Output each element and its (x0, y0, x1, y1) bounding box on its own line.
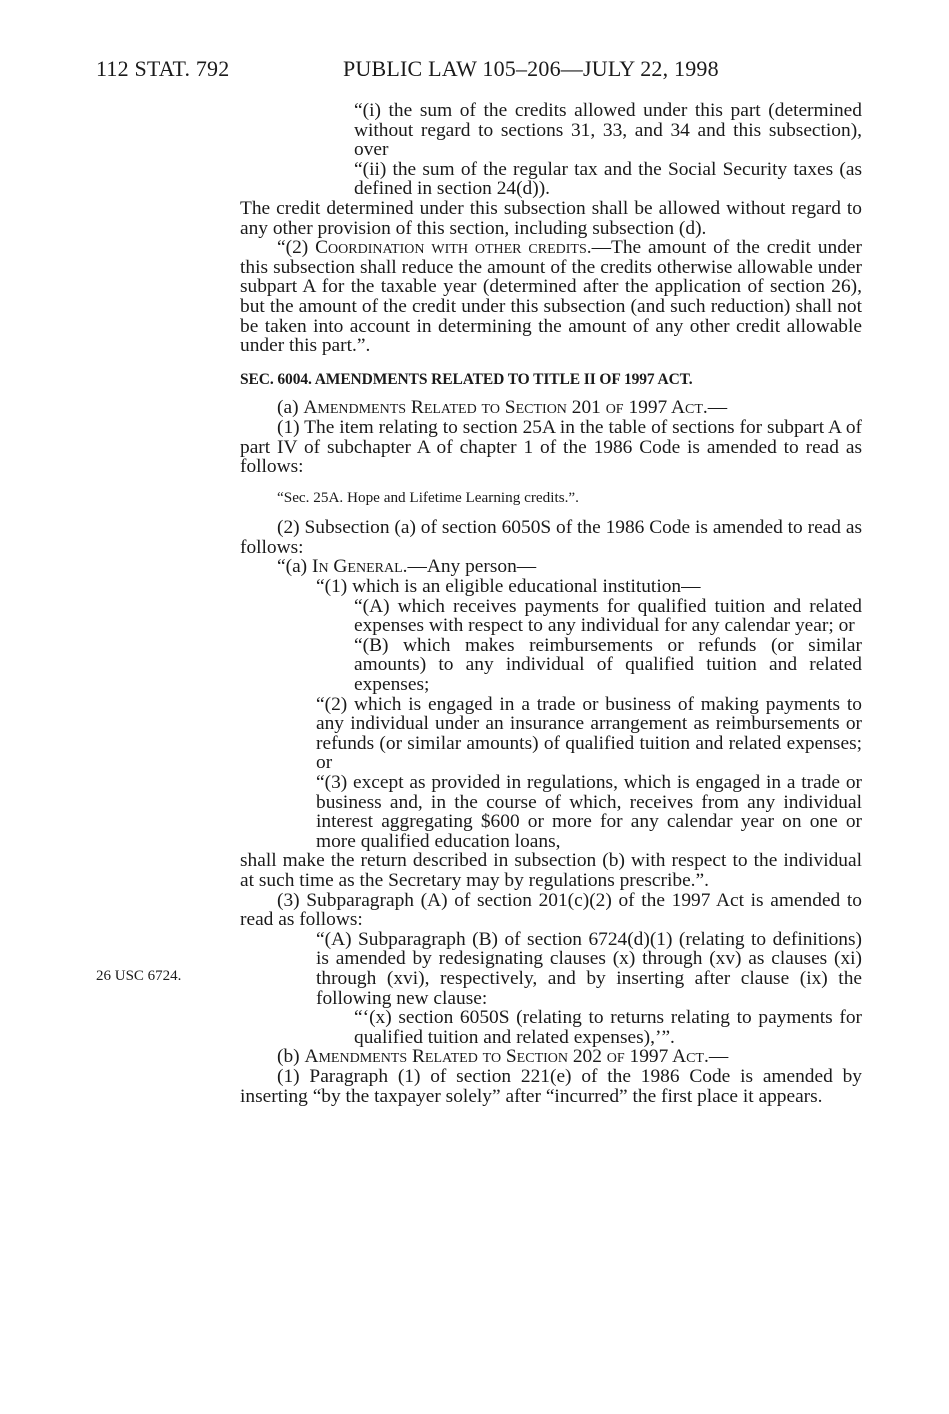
item-3: “(3) except as provided in regulations, which is engaged in a trade or business and, in the course of which, receives from any individual interest aggregating $600 or more for any calendar year on one or more qualified education loans, (316, 772, 862, 852)
paragraph-b1: (1) Paragraph (1) of section 221(e) of the 1986 Code is amended by inserting “by the taxpayer solely” after “incurred” the first place it appears. (240, 1065, 862, 1107)
paragraph-a2: (2) Subsection (a) of section 6050S of the 1986 Code is amended to read as follows: (240, 517, 862, 558)
subsection-title: Amendments Related to Section 201 of 1997 Act (303, 397, 703, 419)
clause-i: “(i) the sum of the credits allowed under this part (determined without regard to sections 31, 33, and 34 and this subsection), over (354, 100, 862, 161)
item-1: “(1) which is an eligible educational institution— (316, 576, 701, 598)
paragraph-a3: (3) Subparagraph (A) of section 201(c)(2) of the 1997 Act is amended to read as follows: (240, 889, 862, 931)
subsection-b-heading (240, 1047, 862, 1067)
item-1-A: “(A) which receives payments for qualified tuition and related expenses with respect to any individual for any calendar year; or (354, 595, 862, 637)
subparagraph-A: “(A) Subparagraph (B) of section 6724(d)(1) (relating to definitions) is amended by redesignating clauses (x) through (xv) as clauses (xi) through (xvi), respectively, and by inserting after clause (ix) the following new clause: (316, 928, 862, 1009)
subsection-b-dash: .— (704, 1046, 729, 1068)
in-general-heading (240, 557, 862, 577)
quoted-table-item: “Sec. 25A. Hope and Lifetime Learning credits.”. (277, 488, 579, 506)
running-header: PUBLIC LAW 105–206—JULY 22, 1998 (343, 56, 719, 81)
paragraph-number: “(2) (277, 237, 316, 259)
margin-note: 26 USC 6724. (96, 968, 182, 984)
subsection-a-heading (240, 398, 862, 418)
in-general-title: In General (311, 556, 403, 578)
clause-ii: “(ii) the sum of the regular tax and the Social Security taxes (as defined in section 24(d)). (354, 158, 862, 200)
subsection-paragraph: The credit determined under this subsection shall be allowed without regard to any other provision of this section, including subsection (d). (240, 197, 862, 239)
paragraph-a1: (1) The item relating to section 25A in the table of sections for subpart A of part IV of subchapter A of chapter 1 of the 1986 Code is amended to read as follows: (240, 416, 862, 478)
subsection-b-title: Amendments Related to Section 202 of 1997 Act (304, 1046, 704, 1068)
paragraph-text: .—The amount of the credit under this subsection shall reduce the amount of the credits otherwise allowable under subpart A for the taxable year (determined after the application of section 26), but the amount of the credit under this subsection (and such reduction) shall not be taken into account in determining the amount of any other credit allowable under this part.”. (240, 237, 862, 357)
clause-x: “‘(x) section 6050S (relating to returns relating to payments for qualified tuition and related expenses),’”. (354, 1007, 862, 1048)
subsection-dash: .— (702, 397, 728, 419)
paragraph-2 (240, 238, 862, 356)
subsection-b-letter: (b) (277, 1046, 305, 1068)
item-tail: shall make the return described in subsection (b) with respect to the individual at such time as the Secretary may by regulations prescribe.”. (240, 850, 862, 891)
subsection-letter: (a) (277, 397, 304, 419)
section-heading: SEC. 6004. AMENDMENTS RELATED TO TITLE II OF 1997 ACT. (240, 370, 693, 388)
body-text (240, 101, 862, 1106)
stat-page-number: 112 STAT. 792 (96, 56, 230, 81)
item-2: “(2) which is engaged in a trade or business of making payments to any individual under an insurance arrangement as reimbursements or refunds (or similar amounts) of qualified tuition and related expenses; or (316, 693, 862, 774)
paragraph-heading: Coordination with other credits (315, 237, 587, 259)
in-general-text: .—Any person— (402, 556, 537, 578)
item-1-B: “(B) which makes reimbursements or refunds (or similar amounts) to any individual of qualified tuition and related expenses; (354, 634, 862, 696)
in-general-number: “(a) (277, 556, 312, 578)
